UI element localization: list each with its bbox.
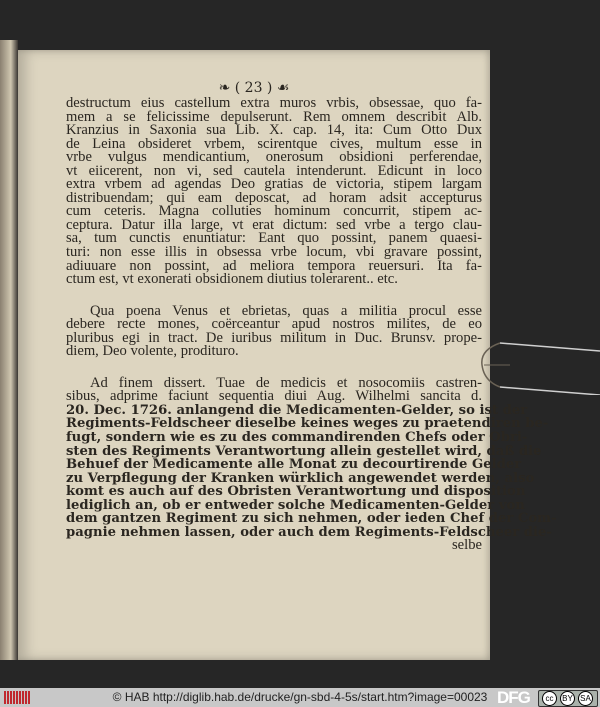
text-line: sa, tum cunctis enuntiatur: Eant quo possint, panem quaesi- — [66, 230, 482, 247]
paragraph-3 — [66, 374, 557, 540]
text-line: distribuendam; qui eam deposcat, ad horam adsit accepturus — [66, 189, 482, 206]
text-line: Regiments-Feldscheer dieselbe keines weges zu praetendiren be- — [66, 416, 549, 432]
text-line: sten des Regiments Verantwortung allein gestellet wird, daß die — [66, 443, 542, 459]
text-line: 20. Dec. 1726. anlangend die Medicamenten-Gelder, so ist der — [66, 402, 528, 418]
page-clip-icon — [470, 335, 600, 395]
paragraph-1 — [66, 97, 482, 287]
text-line: ceptura. Datur illa large, vt erat dictum: sed vrbe a tergo clau- — [66, 216, 482, 233]
page-text — [66, 95, 557, 554]
text-line: pluribus egi in tract. De iuribus militum in Duc. Brunsv. prope- — [66, 329, 482, 346]
text-line: adiuuare non possint, ad meliora tempora reuersuri. Ita fa- — [66, 257, 482, 274]
text-line: Qua poena Venus et ebrietas, quas a militia procul esse — [90, 302, 482, 319]
text-line: pagnie nehmen lassen, oder auch dem Regiments-Feldscheer die- — [66, 524, 552, 540]
cc-icon: cc — [542, 691, 557, 706]
text-line: lediglich an, ob er entweder solche Medicamenten-Gelder von — [66, 497, 525, 513]
paragraph-2 — [66, 302, 482, 360]
page-number-header: ❧ ( 23 ) ☙ — [218, 80, 290, 96]
text-line: destructum eius castellum extra muros vrbis, obsessae, quo fa- — [66, 95, 482, 111]
text-line: vt eiicerent, non vi, sed cautela intenderunt. Edicunt in loco — [66, 162, 482, 179]
text-line: fugt, sondern wie es zu des commandirenden Chefs oder Obri- — [66, 430, 528, 446]
text-line: de Leina obsideret vrbem, scirentque cives, multum esse in — [66, 135, 482, 152]
adjacent-page-edge — [0, 40, 18, 660]
text-line: Kranzius in Saxonia sua Lib. X. cap. 14, ita: Cum Otto Dux — [66, 122, 482, 139]
sa-icon: SA — [578, 691, 593, 706]
text-line: sibus, adprime faciunt sequentia diui Aug. Wilhelmi sancita d. — [66, 388, 482, 405]
cc-license-badge[interactable] — [538, 690, 598, 707]
text-line: vrbe vulgus mendicantium, onerosum obsidioni perferendae, — [66, 149, 482, 166]
footer-bar — [0, 688, 600, 707]
text-line: debere recte mones, coërceantur apud nostros milites, de eo — [66, 316, 482, 333]
dfg-logo: DFG — [497, 688, 530, 707]
text-line: zu Verpflegung der Kranken würklich angewendet werden, also — [66, 470, 535, 486]
text-line: ctum est, vt exonerati obsidionem diutius tolerarent.. etc. — [66, 271, 398, 288]
text-line: cum ceteris. Magna colluties hominum concurrit, stipem ac- — [66, 203, 482, 220]
catchword: selbe — [452, 537, 482, 554]
text-line: dem gantzen Regiment zu sich nehmen, oder ieden Chef der Com- — [66, 511, 557, 527]
text-line: mem a se felicissime depulserunt. Rem omnem describit Alb. — [66, 108, 482, 125]
text-line: komt es auch auf des Obristen Verantwortung und disposition — [66, 484, 526, 500]
text-line: turi: non esse illis in obsessa vrbe locum, vbi gravare possint, — [66, 244, 482, 261]
text-line: extra vrbem ad agendas Deo gratias de victoria, stipem largam — [66, 176, 482, 193]
scanned-page — [18, 50, 557, 660]
text-line: Behuef der Medicamente alle Monat zu decourtirende Gelder — [66, 457, 522, 473]
text-line: diem, Deo volente, prodituro. — [66, 343, 239, 360]
text-line: Ad finem dissert. Tuae de medicis et nosocomiis castren- — [90, 374, 482, 391]
source-url[interactable]: © HAB http://diglib.hab.de/drucke/gn-sbd-4-5s/start.htm?image=00023 — [112, 690, 488, 704]
by-icon: BY — [560, 691, 575, 706]
